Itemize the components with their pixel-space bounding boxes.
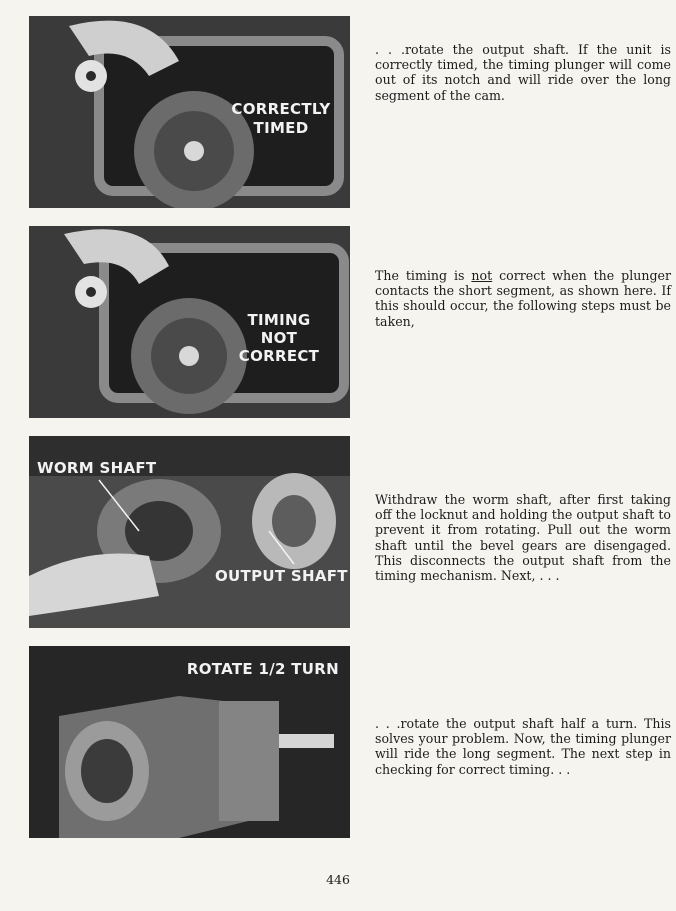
paragraph-timing-not-correct [375, 268, 671, 329]
photo-label: WORM SHAFT [37, 459, 157, 477]
rotate-half-turn-illustration [29, 646, 350, 838]
photo-label-line: CORRECT [238, 347, 320, 365]
text-segment: correct when the plunger contacts the short segment, as shown here. If this should occur, the following steps must be taken, [375, 268, 671, 329]
photo-label-line: CORRECTLY [231, 100, 331, 118]
photo-rotate-half-turn [29, 646, 350, 838]
correctly-timed-illustration [29, 16, 350, 208]
paragraph-correctly-timed: . . .rotate the output shaft. If the unit is correctly timed, the timing plunger will come out of its notch and will ride over the long segment of the cam. [375, 42, 671, 103]
photo-correctly-timed [29, 16, 350, 208]
photo-label: ROTATE 1/2 TURN [186, 660, 339, 678]
page-number: 446 [326, 872, 350, 887]
photo-label: OUTPUT SHAFT [215, 567, 348, 585]
timing-not-correct-illustration [29, 226, 350, 418]
paragraph-rotate-half-turn: . . .rotate the output shaft half a turn. This solves your problem. Now, the timing plunger will ride the long segment. The next step in checking for correct timing. . . [375, 716, 671, 777]
photo-label-line: TIMING [247, 311, 311, 329]
paragraph-worm-shaft: Withdraw the worm shaft, after first taking off the locknut and holding the output shaft to prevent it from rotating. Pull out the worm shaft until the bevel gears are disengaged. This disconnects the output shaft from the timing mechanism. Next, . . . [375, 492, 671, 584]
underlined-word: not [471, 268, 493, 283]
photo-timing-not-correct [29, 226, 350, 418]
photo-label-line: NOT [260, 329, 298, 347]
photo-label-line: TIMED [253, 119, 309, 137]
photo-worm-shaft [29, 436, 350, 628]
worm-shaft-illustration [29, 436, 350, 628]
text-segment: The timing is [375, 268, 472, 283]
